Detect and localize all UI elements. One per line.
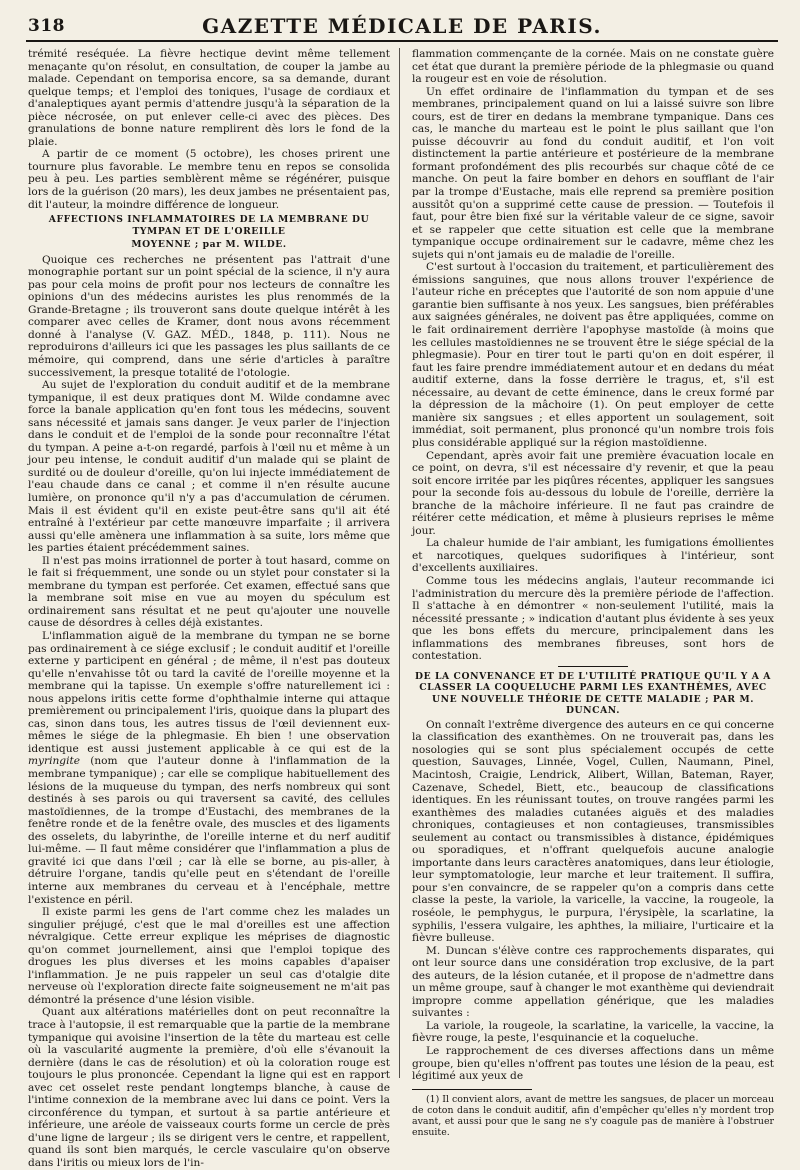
page-header xyxy=(26,14,778,42)
column-divider xyxy=(399,48,400,1078)
paragraph-text: L'inflammation aiguë de la membrane du tympan ne se borne pas ordinairement à ce siége exclusif ; le conduit auditif et l'oreille externe y participent en général ; de même, il n'est pas douteux qu'elle n'envahisse tôt ou tard la cavité de l'oreille moyenne et la membrane qui la tapisse. Un exemple s'offre naturellement ici : nous appelons iritis cette forme d'ophthalmie interne qui attaque premièrement ou principalement l'iris, quoique dans la plupart des cas, sinon dans tous, les autres tissus de l'œil deviennent eux-mêmes le siége de la phlegmasie. Eh bien ! une observation identique est aussi justement applicable à ce qui est de la xyxy=(28,630,390,755)
paragraph: Un effet ordinaire de l'inflammation du tympan et de ses membranes, principalement quand on lui a laissé suivre son libre cours, est de tirer en dedans la membrane tympanique. Dans ces cas, le manche du marteau est le point le plus saillant que l'on puisse découvrir au fond du conduit auditif, et l'on voit distinctement la partie antérieure et postérieure de la membrane formant profondément des plis recourbés sur chaque côté de ce manche. On peut la faire bomber en dehors en soufflant de l'air par la trompe d'Eustache, mais elle reprend sa première position aussitôt qu'on a supprimé cette cause de pression. — Toutefois il faut, pour être bien fixé sur la véritable valeur de ce signe, savoir et se rappeler que cette situation est celle que la membrane tympanique occupe ordinairement sur le cadavre, même chez les sujets qui n'ont jamais eu de maladie de l'oreille. xyxy=(412,85,774,261)
paragraph: Comme tous les médecins anglais, l'auteur recommande ici l'administration du mercure dès la première période de l'affection. Il s'attache à en démontrer « non-seulement l'utilité, mais la nécessité pressante ; » indication d'autant plus évidente à ses yeux que les bons effets du mercure, principalement dans les inflammations des membranes fibreuses, sont hors de contestation. xyxy=(412,574,774,663)
footnote: (1) Il convient alors, avant de mettre les sangsues, de placer un morceau de coton dans le conduit auditif, afin d'empêcher qu'elles n'y mordent trop avant, et aussi pour que le sang ne s'y coagule pas de manière à l'obstruer ensuite. xyxy=(412,1093,774,1138)
paragraph: Au sujet de l'exploration du conduit auditif et de la membrane tympanique, il est deux pratiques dont M. Wilde condamne avec force la banale application qu'en font tous les médecins, souvent sans nécessité et jamais sans danger. Je veux parler de l'injection dans le conduit et de l'emploi de la sonde pour reconnaître l'état du tympan. A peine a-t-on regardé, parfois à l'œil nu et même à un jour peu intense, le conduit auditif d'un malade qui se plaint de surdité ou de douleur d'oreille, qu'on lui injecte immédiatement de l'eau chaude dans ce canal ; et comme il n'en résulte aucune lumière, on prononce qu'il n'y a pas d'accumulation de cérumen. Mais il est évident qu'il en existe peut-être sans qu'il ait été entraîné à l'extérieur par cette manœuvre imparfaite ; il arrivera aussi qu'elle amènera une inflammation à sa suite, lors même que les parties étaient précédemment saines. xyxy=(28,379,390,555)
paragraph: trémité reséquée. La fièvre hectique devint même tellement menaçante qu'on résolut, en consultation, de couper la jambe au malade. Cependant on temporisa encore, sa sa demande, durant quelque temps; et l'emploi des toniques, l'usage de cordiaux et d'analeptiques ayant permis d'attendre jusqu'à la séparation de la pièce nécrosée, on put enlever celle-ci avec des pièces. Des granulations de bonne nature remplirent dès lors le fond de la plaie. xyxy=(28,48,390,148)
page-number: 318 xyxy=(28,16,65,36)
left-column xyxy=(28,48,390,1169)
paragraph-text: (nom que l'auteur donne à l'inflammation de la membrane tympanique) ; car elle se complique habituellement des lésions de la muqueuse du tympan, des nerfs nombreux qui sont destinés à ses parois ou qui traversent sa cavité, des cellules mastoïdiennes, de la trompe d'Eustachi, des membranes de la fenêtre ronde et de la fenêtre ovale, des muscles et des ligaments des osselets, du labyrinthe, de l'oreille interne et du nerf auditif lui-même. — Il faut même considérer que l'inflammation a plus de gravité ici que dans l'œil ; car là elle se borne, au pis-aller, à détruire l'organe, tandis qu'elle peut en s'étendant de l'oreille interne aux membranes du cerveau et à l'encéphale, mettre l'existence en péril. xyxy=(28,755,390,906)
paragraph: Il existe parmi les gens de l'art comme chez les malades un singulier préjugé, c'est que le mal d'oreilles est une affection névralgique. Cette erreur explique les méprises de diagnostic qu'on commet journellement, ainsi que l'emploi topique des drogues les plus diverses et les moins capables d'apaiser l'inflammation. Je ne puis rappeler un seul cas d'otalgie dite nerveuse où l'exploration directe faite soigneusement ne m'ait pas démontré la présence d'une lésion visible. xyxy=(28,906,390,1006)
section-author-wilde: MOYENNE ; par M. WILDE. xyxy=(131,239,287,251)
paragraph: M. Duncan s'élève contre ces rapprochements disparates, qui ont leur source dans une considération trop exclusive, de la part des auteurs, de la lésion cutanée, et il propose de n'admettre dans un même groupe, sauf à changer le mot exanthème qui deviendrait impropre comme appellation générique, que les maladies suivantes : xyxy=(412,944,774,1020)
paragraph: C'est surtout à l'occasion du traitement, et particulièrement des émissions sanguines, que nous allons trouver l'expérience de l'auteur riche en préceptes que l'autorité de son nom appuie d'une garantie bien suffisante à nos yeux. Les sangsues, bien préférables aux saignées générales, ne doivent pas être appliquées, comme on le fait ordinairement derrière l'apophyse mastoïde (à moins que les cellules mastoïdiennes ne se trouvent être le siége spécial de la phlegmasie). Pour en tirer tout le parti qu'on en doit espérer, il faut les faire prendre immédiatement autour et en dedans du méat auditif externe, dans la fosse derrière le tragus, et, s'il est nécessaire, au devant de cette éminence, dans le creux formé par la dépression de la mâchoire (1). On peut employer de cette manière six sangsues ; et elles apportent un soulagement, soit immédiat, soit permanent, plus prononcé qu'un nombre trois fois plus considérable appliqué sur la région mastoïdienne. xyxy=(412,261,774,449)
journal-title: GAZETTE MÉDICALE DE PARIS. xyxy=(202,14,602,38)
section-separator xyxy=(558,666,628,667)
newspaper-page xyxy=(26,0,778,1169)
paragraph xyxy=(28,630,390,906)
paragraph: Il n'est pas moins irrationnel de porter à tout hasard, comme on le fait si fréquemment, une sonde ou un stylet pour constater si la membrane du tympan est perforée. Cet examen, effectué sans que la membrane soit mise en vue au moyen du spéculum est ordinairement sans résultat et ne peut qu'ajouter une nouvelle cause de désordres à celles déjà existantes. xyxy=(28,554,390,630)
section-title-wilde: AFFECTIONS INFLAMMATOIRES DE LA MEMBRANE DU TYMPAN ET DE L'OREILLE xyxy=(48,214,370,237)
right-column xyxy=(412,48,774,1138)
italic-term: myringite xyxy=(28,755,81,768)
paragraph: A partir de ce moment (5 octobre), les choses prirent une tournure plus favorable. Le membre tenu en repos se consolida peu à peu. Les parties semblèrent même se régénérer, puisque lors de la guérison (20 mars), les deux jambes ne présentaient pas, dit l'auteur, la moindre différence de longueur. xyxy=(28,148,390,211)
paragraph: Le rapprochement de ces diverses affections dans un même groupe, bien qu'elles n'offrent pas toutes une lésion de la peau, est légitimé aux yeux de xyxy=(412,1045,774,1083)
paragraph: Quoique ces recherches ne présentent pas l'attrait d'une monographie portant sur un point spécial de la science, il n'y aura pas pour cela moins de profit pour nos lecteurs de connaître les opinions d'un des médecins auristes les plus renommés de la Grande-Bretagne ; ils trouveront sans doute quelque intérêt à les comparer avec celles de Kramer, dont nous avons récemment donné à l'analyse (V. GAZ. MÉD., 1848, p. 111). Nous ne reproduirons d'ailleurs ici que les passages les plus saillants de ce mémoire, qui comprend, dans une série d'articles à paraître successivement, la presque totalité de l'otologie. xyxy=(28,253,390,379)
paragraph: Cependant, après avoir fait une première évacuation locale en ce point, on devra, s'il est nécessaire d'y revenir, et que la peau soit encore irritée par les piqûres récentes, appliquer les sangsues pour la seconde fois au-dessous du lobule de l'oreille, derrière la branche de la mâchoire inférieure. Il ne faut pas craindre de réitérer cette médication, et même à plusieurs reprises le même jour. xyxy=(412,449,774,537)
paragraph: La variole, la rougeole, la scarlatine, la varicelle, la vaccine, la fièvre rouge, la peste, l'esquinancie et la coqueluche. xyxy=(412,1019,774,1045)
paragraph: La chaleur humide de l'air ambiant, les fumigations émollientes et narcotiques, quelques sudorifiques à l'intérieur, sont d'excellents auxiliaires. xyxy=(412,537,774,575)
footnote-separator xyxy=(412,1089,532,1090)
paragraph: Quant aux altérations matérielles dont on peut reconnaître la trace à l'autopsie, il est remarquable que la partie de la membrane tympanique qui avoisine l'insertion de la tête du marteau est celle où la vascularité augmente la première, d'où elle s'évanouit la dernière (dans le cas de résolution) et où la coloration rouge est toujours le plus prononcée. Cependant la ligne qui est en rapport avec cet osselet reste pendant longtemps blanche, à cause de l'intime connexion de la membrane avec lui dans ce point. Vers la circonférence du tympan, et surtout à sa partie antérieure et inférieure, une aréole de vaisseaux courts forme un cercle de près d'une ligne de largeur ; ils se dirigent vers le centre, et rappellent, quand ils sont bien marqués, le cercle vasculaire qu'on observe dans l'iritis ou mieux lors de l'in- xyxy=(28,1006,390,1169)
paragraph: On connaît l'extrême divergence des auteurs en ce qui concerne la classification des exanthèmes. On ne trouverait pas, dans les nosologies qui se sont plus spécialement occupés de cette question, Sauvages, Linnée, Vogel, Cullen, Naumann, Pinel, Macintosh, Craigie, Lendrick, Alibert, Willan, Bateman, Rayer, Cazenave, Schedel, Biett, etc., beaucoup de classifications identiques. En les réunissant toutes, on trouve rangées parmi les exanthèmes des maladies cutanées aiguës et des maladies chroniques, contagieuses et non contagieuses, transmissibles seulement au contact ou transmissibles à distance, épidémiques ou sporadiques, et n'offrant quelquefois aucune analogie importante dans leurs caractères anatomiques, dans leur étiologie, leur symptomatologie, leur marche et leur traitement. Il suffira, pour s'en convaincre, de se rappeler qu'on a compris dans cette classe la peste, la variole, la varicelle, la vaccine, la rougeole, la roséole, le pemphygus, le purpura, l'érysipèle, la scarlatine, la syphilis, l'essera vulgaire, les aphthes, la miliaire, l'urticaire et la fièvre bulleuse. xyxy=(412,718,774,945)
paragraph: flammation commençante de la cornée. Mais on ne constate guère cet état que durant la première période de la phlegmasie ou quand la rougeur est en voie de résolution. xyxy=(412,48,774,86)
section-title-duncan: DE LA CONVENANCE ET DE L'UTILITÉ PRATIQUE QU'IL Y A A CLASSER LA COQUELUCHE PARMI LES EXANTHÈMES, AVEC UNE NOUVELLE THÉORIE DE CETTE MALADIE ; PAR M. DUNCAN. xyxy=(415,670,771,717)
